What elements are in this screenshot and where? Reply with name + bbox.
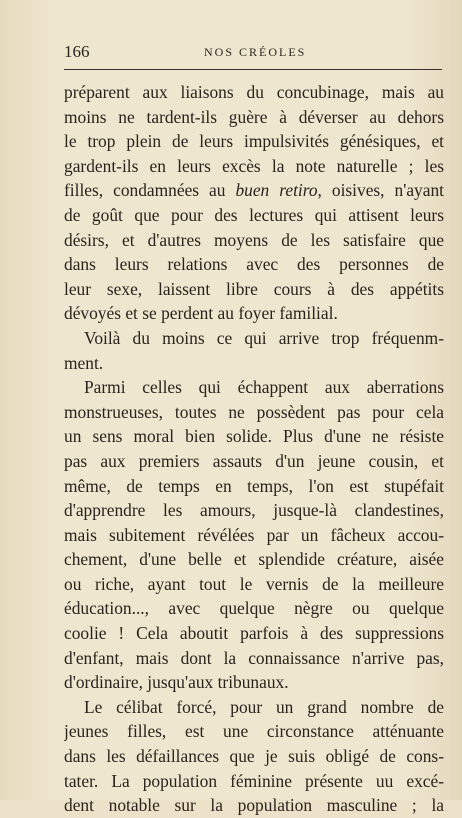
text-line: d'enfant, mais dont la connaissance n'arrive pas, [64,647,444,668]
text-line: moins ne tardent-ils guère à déverser au dehors [64,106,444,127]
text-line: d'apprendre les amours, jusque-là clandestines, [64,500,444,521]
text-line: le trop plein de leurs impulsivités génésiques, et [64,131,444,152]
italic-phrase: buen retiro [235,180,318,201]
text-line: ment. [64,352,104,373]
text-fragment: filles, condamnées au [64,180,236,201]
header-rule [64,69,442,70]
paragraph-start: Parmi celles qui échappent aux aberrations [84,377,444,398]
text-line: d'ordinaire, jusqu'aux tribunaux. [64,672,289,693]
text-line: leur sexe, laissent libre cours à des appétits [64,278,444,299]
text-line: jeunes filles, est une circonstance atténuante [64,721,444,742]
text-line: éducation..., avec quelque nègre ou quelque [64,598,444,619]
text-line: ou riche, ayant tout le vernis de la meilleure [64,573,444,594]
text-line: dans les défaillances que je suis obligé de cons- [64,746,444,767]
text-line: un sens moral bien solide. Plus d'une ne résiste [64,426,444,447]
text-line: dévoyés et se perdent au foyer familial. [64,303,338,324]
text-line: dans leurs relations avec des personnes de [64,254,444,275]
text-line [64,178,444,203]
text-line: de goût que pour des lectures qui attisent leurs [64,204,444,225]
running-title: NOS CRÉOLES [204,45,307,59]
text-line: pas aux premiers assauts d'un jeune cousin, et [64,450,444,471]
text-line: préparent aux liaisons du concubinage, mais au [64,82,444,102]
text-line: gardent-ils en leurs excès la note naturelle ; les [64,155,444,176]
page-number: 166 [64,42,90,61]
text-line: chement, d'une belle et splendide créature, aisée [64,549,444,570]
text-line: monstrueuses, toutes ne possèdent pas pour cela [64,401,444,422]
text-line: dent notable sur la population masculine ; la [64,795,444,816]
text-line: désirs, et d'autres moyens de les satisfaire que [64,229,444,250]
paragraph-start: Le célibat forcé, pour un grand nombre de [84,696,444,717]
text-line: coolie ! Cela aboutit parfois à des suppressions [64,623,444,644]
text-line: mais subitement révélées par un fâcheux accou- [64,524,444,545]
text-line: tater. La population féminine présente uu excé- [64,770,444,791]
page-header [64,42,442,62]
body-text [64,80,444,818]
text-fragment: , oisives, n'ayant [317,180,444,201]
text-line: même, de temps en temps, l'on est stupéfait [64,475,444,496]
paragraph-start: Voilà du moins ce qui arrive trop fréquenm- [84,327,444,348]
